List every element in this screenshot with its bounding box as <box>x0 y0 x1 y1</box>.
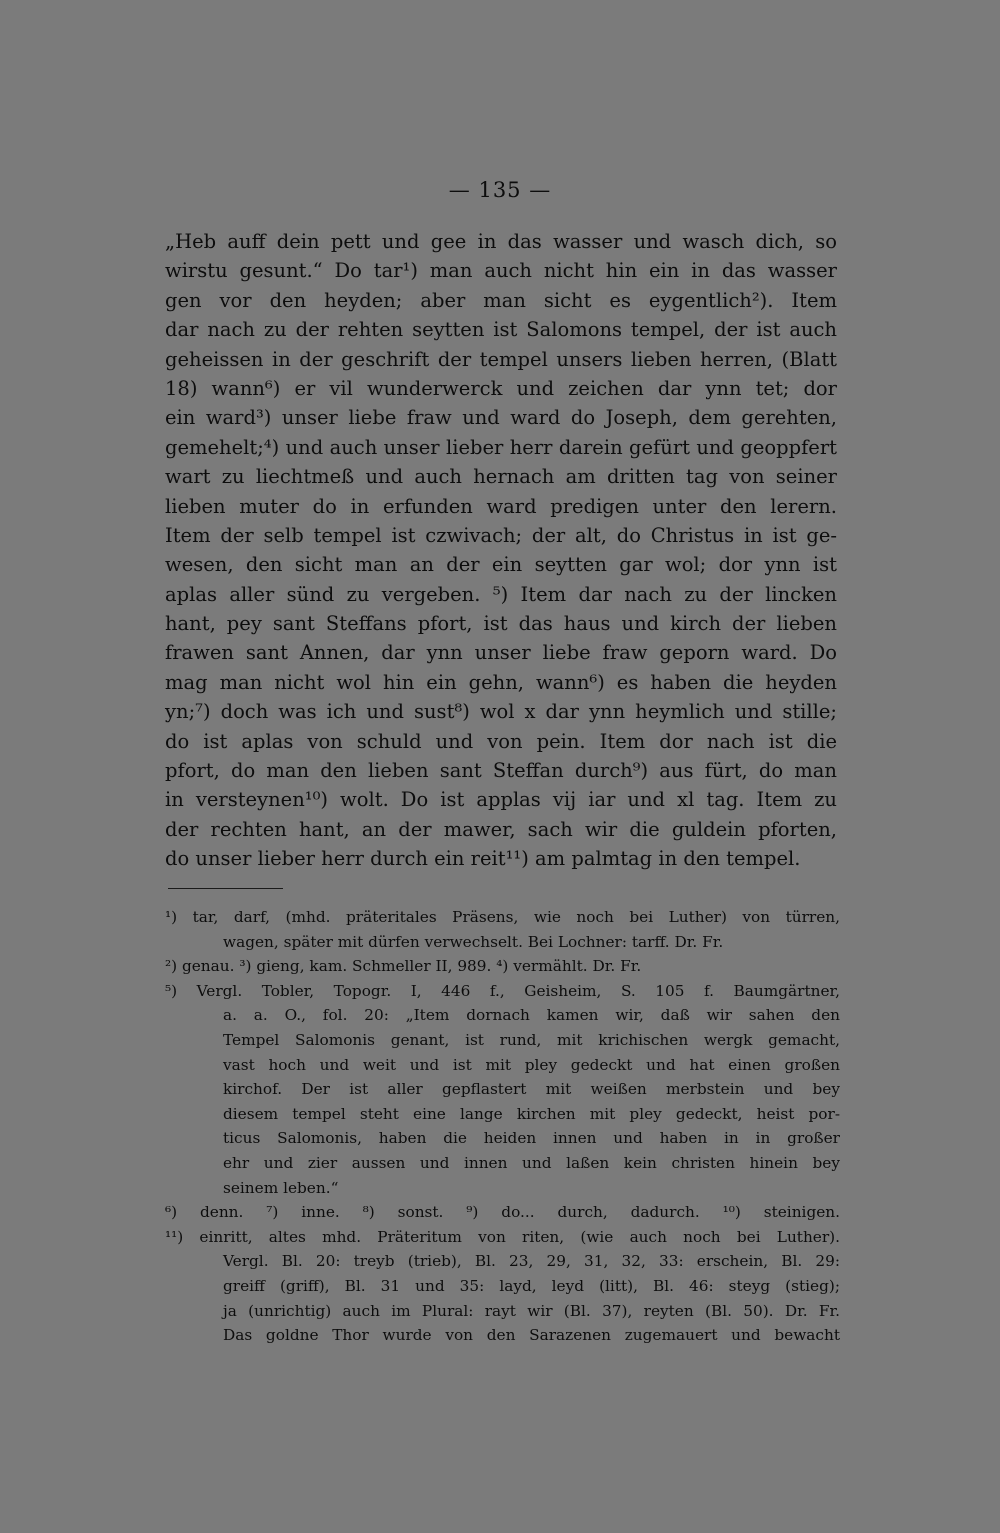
footnote-line: ¹) tar, darf, (mhd. präteritales Präsens, wie noch bei Luther) von türren, <box>165 908 840 926</box>
footnote-line: kirchof. Der ist aller gepflastert mit weißen merbstein und bey <box>223 1080 840 1099</box>
text-line: do ist aplas von schuld und von pein. Item dor nach ist die <box>165 729 837 753</box>
footnotes <box>165 905 840 1348</box>
footnote-line: vast hoch und weit und ist mit pley gedeckt und hat einen großen <box>223 1055 840 1074</box>
footnote-line: wagen, später mit dürfen verwechselt. Bei Lochner: tarff. Dr. Fr. <box>223 932 724 951</box>
text-line: do unser lieber herr durch ein reit¹¹) am palmtag in den tempel. <box>165 847 801 871</box>
footnote-line: ticus Salomonis, haben die heiden innen und haben in in großer <box>223 1129 840 1148</box>
text-line: frawen sant Annen, dar ynn unser liebe fraw geporn ward. Do <box>165 641 837 665</box>
footnote-line: ⁵) Vergl. Tobler, Topogr. I, 446 f., Geisheim, S. 105 f. Baumgärtner, <box>165 981 840 1000</box>
footnote-line: diesem tempel steht eine lange kirchen mit pley gedeckt, heist por- <box>223 1104 840 1123</box>
footnote-line: ⁶) denn. ⁷) inne. ⁸) sonst. ⁹) do... durch, dadurch. ¹⁰) steinigen. <box>165 1203 840 1222</box>
page-number: — 135 — <box>448 178 552 202</box>
text-line: in versteynen¹⁰) wolt. Do ist applas vij iar und xl tag. Item zu <box>165 788 837 812</box>
text-line: „Heb auff dein pett und gee in das wasser und wasch dich, so <box>165 230 837 253</box>
footnote-line: ²) genau. ³) gieng, kam. Schmeller II, 989. ⁴) vermählt. Dr. Fr. <box>165 957 642 976</box>
text-line: aplas aller sünd zu vergeben. ⁵) Item dar nach zu der lincken <box>165 582 837 606</box>
text-line: lieben muter do in erfunden ward predigen unter den lerern. <box>165 494 837 518</box>
text-line: wart zu liechtmeß und auch hernach am dritten tag von seiner <box>165 465 837 489</box>
footnote-line: greiff (griff), Bl. 31 und 35: layd, leyd (litt), Bl. 46: steyg (stieg); <box>223 1276 840 1295</box>
text-line: pfort, do man den lieben sant Steffan durch⁹) aus fürt, do man <box>165 759 837 783</box>
footnote-line: Das goldne Thor wurde von den Sarazenen zugemauert und bewacht <box>223 1326 840 1345</box>
footnote-line: seinem leben.“ <box>223 1178 339 1197</box>
text-line: gemehelt;⁴) und auch unser lieber herr darein gefürt und geoppfert <box>165 435 837 459</box>
footnote-line: ¹¹) einritt, altes mhd. Präteritum von riten, (wie auch noch bei Luther). <box>165 1227 840 1246</box>
footnote-line: ja (unrichtig) auch im Plural: rayt wir (Bl. 37), reyten (Bl. 50). Dr. Fr. <box>223 1301 840 1320</box>
text-line: ein ward³) unser liebe fraw und ward do Joseph, dem gerehten, <box>165 406 837 430</box>
text-line: yn;⁷) doch was ich und sust⁸) wol x dar ynn heymlich und stille; <box>165 700 837 724</box>
text-line: gen vor den heyden; aber man sicht es eygentlich²). Item <box>165 288 837 312</box>
text-line: geheissen in der geschrift der tempel unsers lieben herren, (Blatt <box>165 347 837 371</box>
main-text <box>165 227 837 874</box>
text-line: hant, pey sant Steffans pfort, ist das haus und kirch der lieben <box>165 612 837 636</box>
footnote-line: ehr und zier aussen und innen und laßen kein christen hinein bey <box>223 1153 840 1172</box>
text-line: wesen, den sicht man an der ein seytten gar wol; dor ynn ist <box>165 553 837 577</box>
text-line: dar nach zu der rehten seytten ist Salomons tempel, der ist auch <box>165 318 837 342</box>
text-line: Item der selb tempel ist czwivach; der alt, do Christus in ist ge- <box>165 523 837 547</box>
footnote-line: Vergl. Bl. 20: treyb (trieb), Bl. 23, 29, 31, 32, 33: erschein, Bl. 29: <box>223 1252 840 1271</box>
footnote-divider <box>168 888 283 889</box>
text-line: mag man nicht wol hin ein gehn, wann⁶) es haben die heyden <box>165 670 837 694</box>
footnote-line: a. a. O., fol. 20: „Item dornach kamen wir, daß wir sahen den <box>223 1006 840 1025</box>
footnote-line: Tempel Salomonis genant, ist rund, mit krichischen wergk gemacht, <box>223 1030 840 1049</box>
text-line: 18) wann⁶) er vil wunderwerck und zeichen dar ynn tet; dor <box>165 376 837 400</box>
text-line: wirstu gesunt.“ Do tar¹) man auch nicht hin ein in das wasser <box>165 259 837 283</box>
text-line: der rechten hant, an der mawer, sach wir die guldein pforten, <box>165 817 837 841</box>
